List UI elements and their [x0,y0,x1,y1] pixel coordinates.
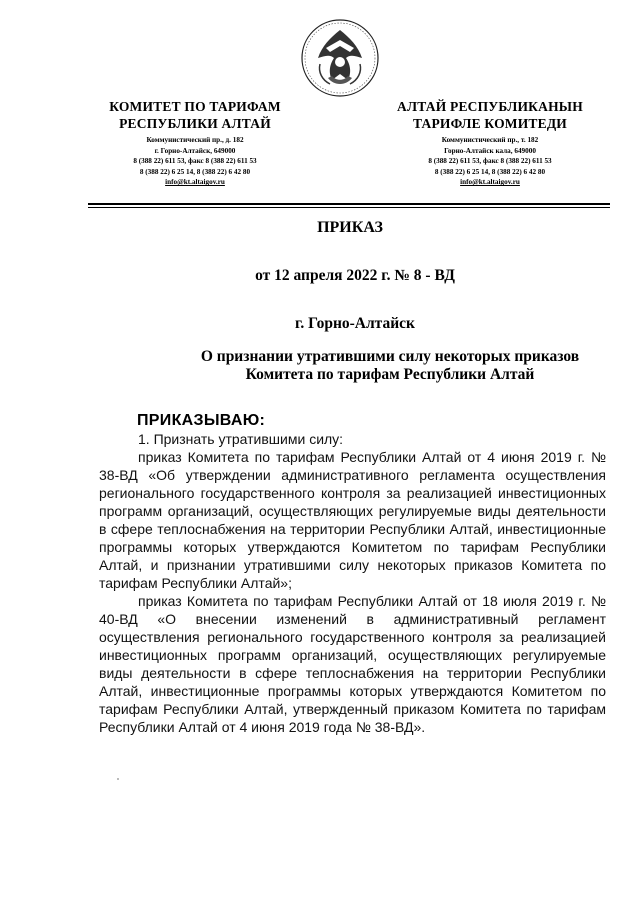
order-body [99,430,606,736]
phone-line-2: 8 (388 22) 6 25 14, 8 (388 22) 6 42 80 [139,167,251,176]
header-divider-thick [88,203,610,205]
order-directive-heading: ПРИКАЗЫВАЮ: [137,412,266,429]
org-name-alt-line2: ТАРИФЛЕ КОМИТЕДИ [412,116,568,131]
coat-of-arms-emblem [300,18,380,98]
scan-speck [117,778,119,780]
address-city: г. Горно-Алтайск, 649000 [154,146,236,155]
phone-line-1: 8 (388 22) 611 53, факс 8 (388 22) 611 53 [428,157,552,166]
address-street: Коммунистический пр., д. 182 [146,136,244,144]
org-name-ru-line2: РЕСПУБЛИКИ АЛТАЙ [119,116,271,131]
address-ru [75,135,315,188]
email-link[interactable]: info@kt.altaigov.ru [460,178,520,187]
order-subject [130,348,640,384]
order-date-number: от 12 апреля 2022 г. № 8 - ВД [255,267,455,284]
header-divider-thin [88,207,610,208]
subject-line-2: Комитета по тарифам Республики Алтай [245,366,535,383]
order-item-1: 1. Признать утратившими силу: [138,431,344,447]
subject-line-1: О признании утратившими силу некоторых приказов [200,348,580,365]
phone-line-2: 8 (388 22) 6 25 14, 8 (388 22) 6 42 80 [434,167,546,176]
email-link[interactable]: info@kt.altaigov.ru [165,178,225,187]
order-city: г. Горно-Алтайск [295,315,415,332]
document-title: ПРИКАЗ [317,219,383,236]
header-left-block [75,98,315,188]
revoked-order-paragraph-1: приказ Комитета по тарифам Республики Алтай от 4 июня 2019 г. № 38-ВД «Об утверждении административного регламента осуществления регионального государственного контроля за реализацией инвестиционных программ организаций, осуществляющих регулируемые виды деятельности в сфере теплоснабжения на территории Республики Алтай, инвестиционные программы которых утверждаются Комитетом по тарифам Республики Алтай, и признании утратившими силу некоторых приказов Комитета по тарифам Республики Алтай»; [99,449,606,591]
org-name-alt-line1: АЛТАЙ РЕСПУБЛИКАНЫН [397,99,583,114]
address-street: Коммунистический пр., т. 182 [441,136,539,144]
org-name-ru-line1: КОМИТЕТ ПО ТАРИФАМ [109,99,281,114]
revoked-order-paragraph-2: приказ Комитета по тарифам Республики Алтай от 18 июля 2019 г. № 40-ВД «О внесении изменений в административный регламент осуществления регионального государственного контроля за реализацией инвестиционных программ организаций, осуществляющих регулируемые виды деятельности в сфере теплоснабжения на территории Республики Алтай, инвестиционные программы которых утверждаются Комитетом по тарифам Республики Алтай, утвержденный приказом Комитета по тарифам Республики Алтай от 4 июня 2019 года № 38-ВД». [99,593,606,735]
phone-line-1: 8 (388 22) 611 53, факс 8 (388 22) 611 53 [133,157,257,166]
address-city: Горно-Алтайск кала, 649000 [444,146,536,155]
header-right-block [370,98,610,188]
address-alt [370,135,610,188]
